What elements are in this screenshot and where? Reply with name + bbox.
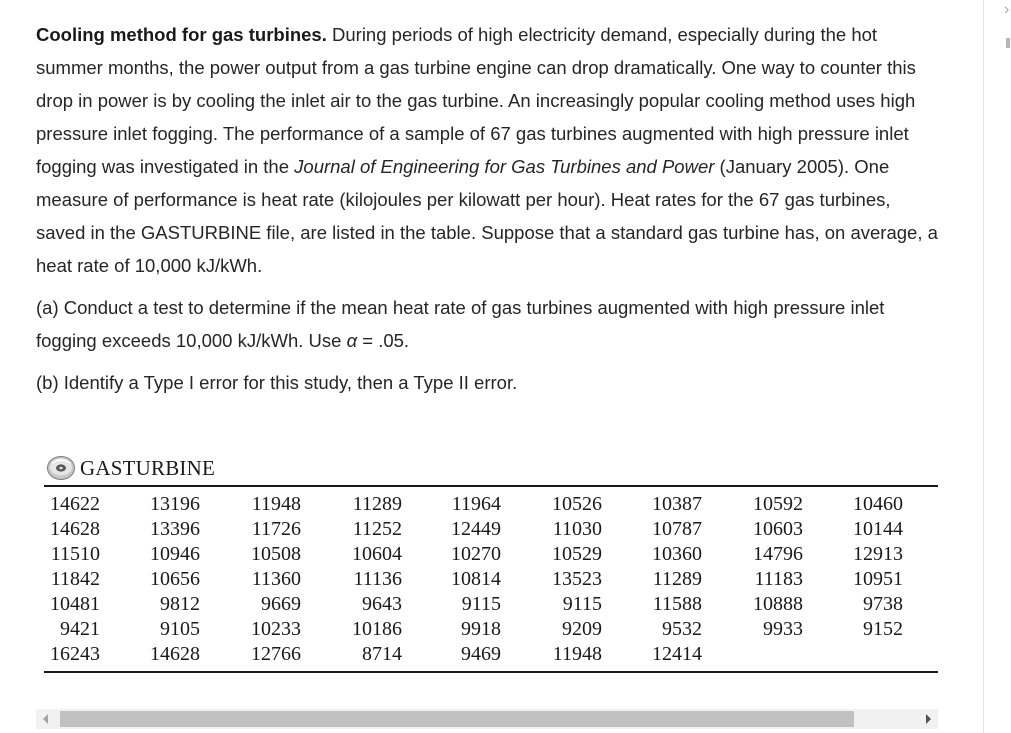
table-cell: 9738 [863,593,903,615]
table-cell: 13396 [150,518,200,540]
table-cell: 11964 [451,493,501,515]
table-cell: 13196 [150,493,200,515]
table-cell: 9918 [461,618,501,640]
table-cell: 10603 [753,518,803,540]
table-row [44,592,903,617]
problem-paragraph [36,18,941,282]
table-cell: 10529 [552,543,602,565]
table-cell: 10387 [652,493,702,515]
table-cell: 11510 [50,543,100,565]
table-cell: 10233 [251,618,301,640]
table-cell: 11183 [754,568,803,590]
alpha-symbol: α [346,330,358,351]
table-cell: 11289 [352,493,402,515]
scrollbar-thumb[interactable] [60,711,854,727]
table-cell: 9115 [461,593,501,615]
part-a-end: = .05. [357,330,410,351]
table-cell: 9152 [863,618,903,640]
table-cell: 11289 [652,568,702,590]
table-cell: 10604 [352,543,402,565]
problem-title: Cooling method for gas turbines. [36,24,327,45]
table-cell: 11030 [552,518,602,540]
table-cell: 9209 [562,618,602,640]
table-cell: 12449 [451,518,501,540]
table-cell: 9469 [461,643,501,665]
table-cell: 14622 [50,493,100,515]
table-bottom-rule [44,671,938,673]
table-cell: 9669 [261,593,301,615]
table-cell: 11726 [251,518,301,540]
table-cell: 10186 [352,618,402,640]
data-disc-icon [46,454,76,482]
table-cell: 9812 [160,593,200,615]
table-cell: 10508 [251,543,301,565]
table-cell: 13523 [552,568,602,590]
table-cell: 9115 [562,593,602,615]
edge-marker-icon [1006,38,1010,48]
table-cell: 12913 [853,543,903,565]
table-cell: 11360 [251,568,301,590]
horizontal-scrollbar[interactable] [36,709,938,729]
part-a [36,291,941,357]
table-cell: 12414 [652,643,702,665]
part-a-text: (a) Conduct a test to determine if the mean heat rate of gas turbines augmented with high pressure inlet fogging exceeds 10,000 kJ/kWh. Use [36,297,885,351]
table-row [44,567,903,592]
table-cell: 11252 [352,518,402,540]
problem-rest: (January 2005). One measure of performance is heat rate (kilojoules per kilowatt per hour). Heat rates for the 67 gas turbines, saved in the GASTURBINE file, are listed in the table. Suppose that a standard gas turbine has, on average, a heat rate of 10,000 kJ/kWh. [36,156,938,276]
table-cell: 10814 [451,568,501,590]
dataset-name: GASTURBINE [80,455,216,480]
table-cell: 10270 [451,543,501,565]
table-cell [803,642,903,667]
table-cell: 10360 [652,543,702,565]
table-cell: 9532 [662,618,702,640]
table-row [44,642,903,667]
table-cell: 10951 [853,568,903,590]
table-cell: 10144 [853,518,903,540]
table-cell: 10946 [150,543,200,565]
dataset-table [44,453,938,673]
table-cell: 14628 [50,518,100,540]
problem-intro: During periods of high electricity demand, especially during the hot summer months, the power output from a gas turbine engine can drop dramatically. One way to counter this drop in power is by cooling the inlet air to the gas turbine. An increasingly popular cooling method uses high pressure inlet fogging. The performance of a sample of 67 gas turbines augmented with high pressure inlet fogging was investigated in the [36,24,916,177]
panel-divider [983,0,984,733]
table-cell: 9421 [60,618,100,640]
table-cell: 11136 [353,568,402,590]
table-row [44,492,903,517]
problem-content [36,18,941,399]
table-cell: 14628 [150,643,200,665]
table-cell: 8714 [362,643,402,665]
table-cell: 11948 [552,643,602,665]
table-cell: 9643 [362,593,402,615]
triangle-left-icon[interactable] [36,709,56,729]
table-row [44,617,903,642]
heat-rate-table [44,492,903,667]
table-cell: 10460 [853,493,903,515]
table-top-rule [44,485,938,487]
part-b: (b) Identify a Type I error for this study, then a Type II error. [36,372,518,393]
table-cell: 12766 [251,643,301,665]
chevron-right-icon[interactable]: › [1004,1,1010,18]
table-cell [702,642,803,667]
table-body [44,492,903,667]
table-cell: 9105 [160,618,200,640]
table-cell: 10526 [552,493,602,515]
table-cell: 11948 [251,493,301,515]
dataset-header [44,453,938,483]
journal-name: Journal of Engineering for Gas Turbines and Power [294,156,715,177]
table-cell: 10888 [753,593,803,615]
table-cell: 11588 [652,593,702,615]
table-cell: 10656 [150,568,200,590]
table-row [44,542,903,567]
table-cell: 11842 [50,568,100,590]
triangle-right-icon[interactable] [918,709,938,729]
table-cell: 10787 [652,518,702,540]
table-cell: 16243 [50,643,100,665]
table-cell: 9933 [763,618,803,640]
table-cell: 10592 [753,493,803,515]
table-row [44,517,903,542]
table-cell: 10481 [50,593,100,615]
table-cell: 14796 [753,543,803,565]
